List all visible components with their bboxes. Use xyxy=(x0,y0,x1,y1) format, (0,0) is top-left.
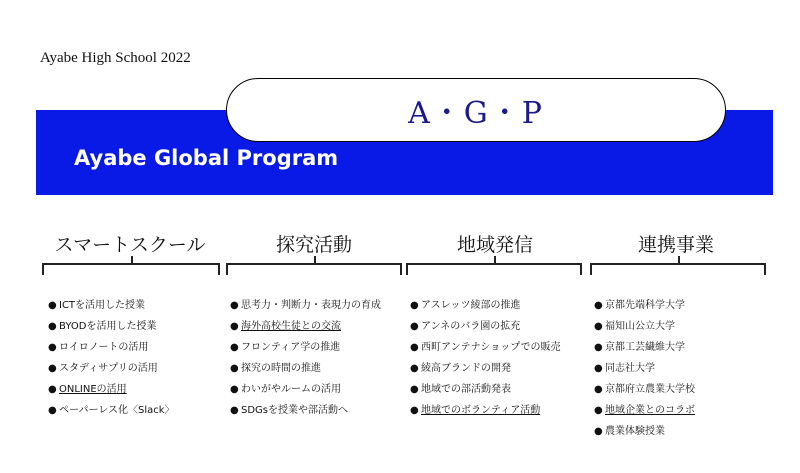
list-item-text: アスレッツ綾部の推進 xyxy=(421,300,521,311)
list-item xyxy=(594,360,695,381)
bracket-regional xyxy=(406,263,582,275)
list-item-text: 探究の時間の推進 xyxy=(241,363,321,374)
bullet-icon: ● xyxy=(230,300,239,311)
list-item-text: 京都先端科学大学 xyxy=(605,300,685,311)
bracket-inquiry xyxy=(226,263,402,275)
list-item xyxy=(410,381,561,402)
category-title-collaboration: 連携事業 xyxy=(637,234,714,256)
list-item-text: 福知山公立大学 xyxy=(605,321,675,332)
list-item-text: SDGsを授業や部活動へ xyxy=(241,405,349,416)
list-item xyxy=(230,318,381,339)
list-item-text: 海外高校生徒との交流 xyxy=(241,321,341,332)
bullet-icon: ● xyxy=(410,363,419,374)
list-item xyxy=(230,381,381,402)
list-item-text: スタディサプリの活用 xyxy=(59,363,158,374)
bullet-icon: ● xyxy=(594,426,603,437)
bullet-icon: ● xyxy=(48,363,57,374)
list-item xyxy=(48,381,175,402)
list-item xyxy=(48,402,175,423)
bullet-icon: ● xyxy=(230,342,239,353)
bullet-icon: ● xyxy=(230,321,239,332)
list-item-text: わいがやルームの活用 xyxy=(241,384,341,395)
bullet-icon: ● xyxy=(410,342,419,353)
list-item xyxy=(410,402,561,423)
list-item xyxy=(230,402,381,423)
list-item-text: 地域でのボランティア活動 xyxy=(421,405,541,416)
list-item-text: 同志社大学 xyxy=(605,363,655,374)
list-item xyxy=(48,360,175,381)
list-item-text: ICTを活用した授業 xyxy=(59,300,146,311)
list-item-text: 京都工芸繊維大学 xyxy=(605,342,685,353)
list-item-text: 思考力・判断力・表現力の育成 xyxy=(241,300,381,311)
list-item-text: 地域での部活動発表 xyxy=(421,384,511,395)
list-item xyxy=(230,360,381,381)
bullet-icon: ● xyxy=(594,300,603,311)
list-item xyxy=(594,423,695,444)
list-item-text: 西町アンテナショップでの販売 xyxy=(421,342,561,353)
bullet-icon: ● xyxy=(594,321,603,332)
bullet-icon: ● xyxy=(230,405,239,416)
list-item-text: ペーパーレス化〈Slack〉 xyxy=(59,405,175,416)
category-title-smart-school: スマートスクール xyxy=(54,234,206,256)
list-item-text: アンネのバラ園の拡充 xyxy=(421,321,521,332)
category-title-regional: 地域発信 xyxy=(456,234,533,256)
list-item xyxy=(594,402,695,423)
list-item-text: 農業体験授業 xyxy=(605,426,665,437)
list-item xyxy=(410,318,561,339)
list-item-text: ロイロノートの活用 xyxy=(59,342,149,353)
list-item xyxy=(594,339,695,360)
list-item xyxy=(594,318,695,339)
list-item-text: BYODを活用した授業 xyxy=(59,321,157,332)
bullet-icon: ● xyxy=(594,405,603,416)
list-inquiry xyxy=(230,297,381,423)
list-item xyxy=(594,381,695,402)
bullet-icon: ● xyxy=(410,384,419,395)
bullet-icon: ● xyxy=(230,363,239,374)
list-regional xyxy=(410,297,561,423)
bullet-icon: ● xyxy=(410,300,419,311)
list-item xyxy=(48,339,175,360)
list-item xyxy=(594,297,695,318)
bullet-icon: ● xyxy=(48,405,57,416)
list-item-text: 京都府立農業大学校 xyxy=(605,384,695,395)
list-item xyxy=(410,297,561,318)
list-item xyxy=(48,297,175,318)
program-title: A・G・P xyxy=(408,96,544,131)
school-name: Ayabe High School 2022 xyxy=(40,50,191,66)
bullet-icon: ● xyxy=(48,300,57,311)
bullet-icon: ● xyxy=(48,384,57,395)
list-item xyxy=(230,297,381,318)
list-item xyxy=(410,339,561,360)
bullet-icon: ● xyxy=(594,342,603,353)
list-collaboration xyxy=(594,297,695,444)
list-item-text: 綾高ブランドの開発 xyxy=(421,363,511,374)
bullet-icon: ● xyxy=(410,321,419,332)
bullet-icon: ● xyxy=(594,363,603,374)
list-smart-school xyxy=(48,297,175,423)
bullet-icon: ● xyxy=(410,405,419,416)
list-item xyxy=(230,339,381,360)
list-item xyxy=(48,318,175,339)
category-title-inquiry: 探究活動 xyxy=(275,234,352,256)
bracket-collaboration xyxy=(590,263,766,275)
bullet-icon: ● xyxy=(594,384,603,395)
list-item-text: ONLINEの活用 xyxy=(59,384,127,395)
bracket-smart-school xyxy=(42,263,220,275)
title-pill xyxy=(226,78,726,142)
list-item-text: 地域企業とのコラボ xyxy=(605,405,695,416)
program-subtitle: Ayabe Global Program xyxy=(74,146,339,170)
bullet-icon: ● xyxy=(48,342,57,353)
bullet-icon: ● xyxy=(48,321,57,332)
bullet-icon: ● xyxy=(230,384,239,395)
list-item xyxy=(410,360,561,381)
list-item-text: フロンティア学の推進 xyxy=(241,342,341,353)
